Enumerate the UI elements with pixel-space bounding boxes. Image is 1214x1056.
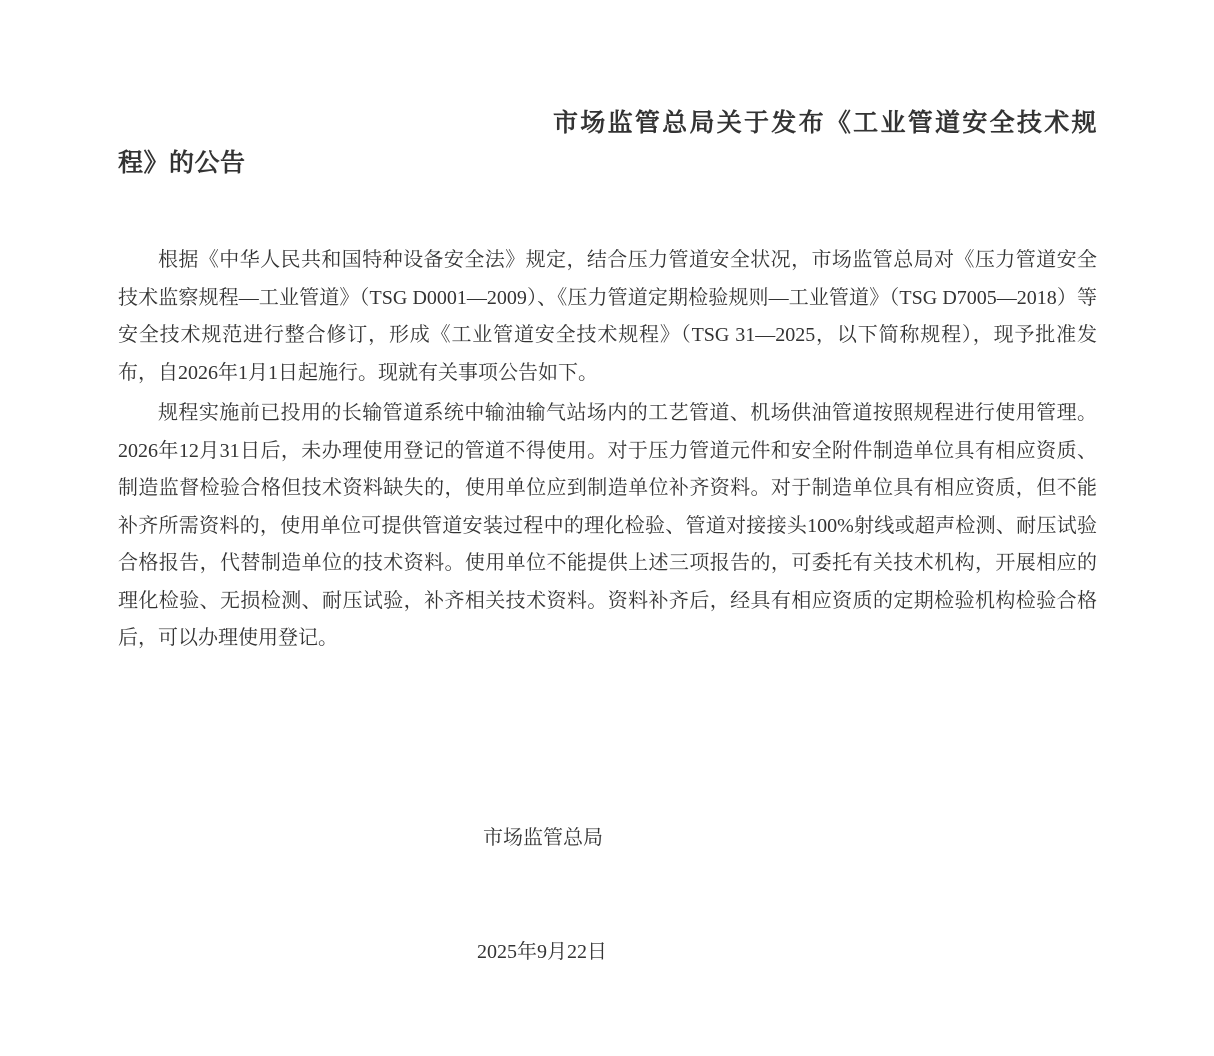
page-title: 市场监管总局关于发布《工业管道安全技术规程》的公告 xyxy=(118,110,1097,177)
issue-date: 2025年9月22日 xyxy=(477,941,607,963)
paragraph-1: 根据《中华人民共和国特种设备安全法》规定，结合压力管道安全状况，市场监管总局对《压力管道安全技术监察规程—工业管道》（TSG D0001—2009）、《压力管道定期检验规则—工业管道》（TSG D7005—2018）等安全技术规范进行整合修订，形成《工业管道安全技术规程》（TSG 31—2025，以下简称规程），现予批准发布，自2026年1月1日起施行。现就有关事项公告如下。 xyxy=(118,249,1097,384)
issuer-signature: 市场监管总局 xyxy=(483,826,603,849)
paragraph-2: 规程实施前已投用的长输管道系统中输油输气站场内的工艺管道、机场供油管道按照规程进行使用管理。2026年12月31日后，未办理使用登记的管道不得使用。对于压力管道元件和安全附件制造单位具有相应资质、制造监督检验合格但技术资料缺失的，使用单位应到制造单位补齐资料。对于制造单位具有相应资质，但不能补齐所需资料的，使用单位可提供管道安装过程中的理化检验、管道对接接头100%射线或超声检测、耐压试验合格报告，代替制造单位的技术资料。使用单位不能提供上述三项报告的，可委托有关技术机构，开展相应的理化检验、无损检测、耐压试验，补齐相关技术资料。资料补齐后，经具有相应资质的定期检验机构检验合格后，可以办理使用登记。 xyxy=(118,402,1097,649)
